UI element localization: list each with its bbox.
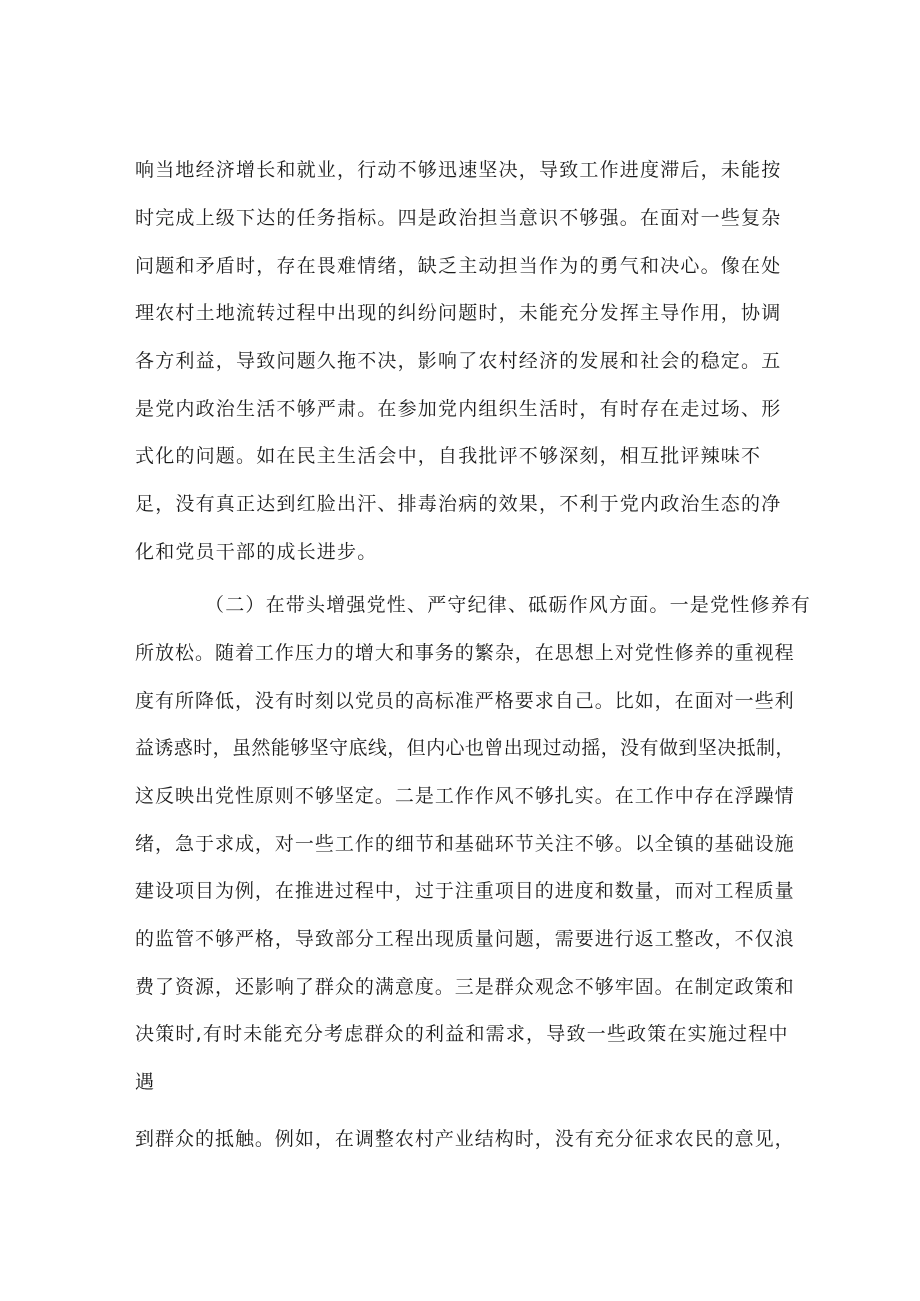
text-line: 遇 — [135, 1071, 156, 1093]
text-line: 决策时,有时未能充分考虑群众的利益和需求，导致一些政策在实施过程中 — [135, 1023, 789, 1045]
text-line: 绪，急于求成，对一些工作的细节和基础环节关注不够。以全镇的基础设施 — [135, 833, 795, 855]
text-line: 时完成上级下达的任务指标。四是政治担当意识不够强。在面对一些复杂 — [135, 207, 782, 229]
text-line: 的监管不够严格，导致部分工程出现质量问题，需要进行返工整改，不仅浪 — [135, 928, 795, 950]
text-line: 到群众的抵触。例如，在调整农村产业结构时，没有充分征求农民的意见， — [135, 1128, 795, 1150]
text-line: 建设项目为例，在推进过程中，过于注重项目的进度和数量，而对工程质量 — [135, 880, 795, 902]
text-line: 问题和矛盾时，存在畏难情绪，缺乏主动担当作为的勇气和决心。像在处 — [135, 255, 782, 277]
text-line: 度有所降低，没有时刻以党员的高标准严格要求自己。比如，在面对一些利 — [135, 690, 795, 712]
text-line: 费了资源，还影响了群众的满意度。三是群众观念不够牢固。在制定政策和 — [135, 976, 795, 998]
text-line: 响当地经济增长和就业，行动不够迅速坚决，导致工作进度滞后，未能按 — [135, 159, 782, 181]
text-line: 这反映出党性原则不够坚定。二是工作作风不够扎实。在工作中存在浮躁情 — [135, 785, 795, 807]
section-heading-line: （二）在带头增强党性、严守纪律、砥砺作风方面。一是党性修养有 — [205, 594, 812, 616]
text-line: 化和党员干部的成长进步。 — [135, 541, 378, 563]
text-line: 是党内政治生活不够严肃。在参加党内组织生活时，有时存在走过场、形 — [135, 398, 782, 420]
text-line: 式化的问题。如在民主生活会中，自我批评不够深刻，相互批评辣味不 — [135, 445, 762, 467]
text-line: 理农村土地流转过程中出现的纠纷问题时，未能充分发挥主导作用，协调 — [135, 302, 782, 324]
text-line: 足，没有真正达到红脸出汗、排毒治病的效果，不利于党内政治生态的净 — [135, 493, 782, 515]
text-line: 所放松。随着工作压力的增大和事务的繁杂，在思想上对党性修养的重视程 — [135, 642, 795, 664]
text-line: 益诱惑时，虽然能够坚守底线，但内心也曾出现过动摇，没有做到坚决抵制， — [135, 737, 795, 759]
text-line: 各方利益，导致问题久拖不决，影响了农村经济的发展和社会的稳定。五 — [135, 350, 782, 372]
